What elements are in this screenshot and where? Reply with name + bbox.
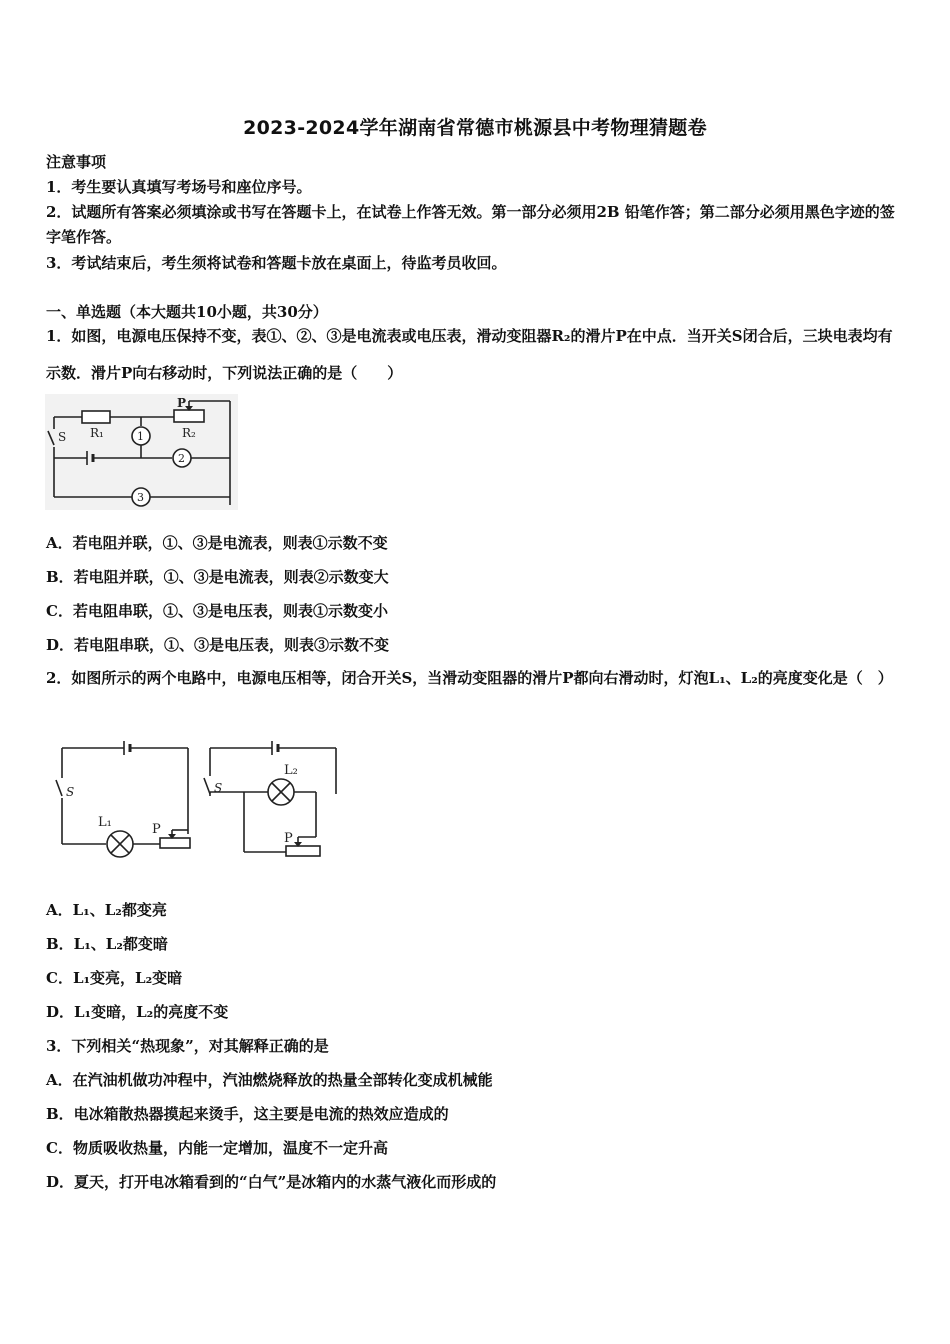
question-1-stem: 1．如图，电源电压保持不变，表①、②、③是电流表或电压表，滑动变阻器R₂的滑片P在中点．当开关S闭合后，三块电表均有示数．滑片P向右移动时，下列说法正确的是（ ） <box>46 327 893 382</box>
question-2-option-c: C．L₁变亮，L₂变暗 <box>46 969 183 987</box>
section-heading: 一、单选题（本大题共10小题，共30分） <box>46 303 328 321</box>
page-title: 2023-2024学年湖南省常德市桃源县中考物理猜题卷 <box>243 117 707 139</box>
label-p-left: P <box>152 822 161 837</box>
question-2-circuit-diagrams <box>48 734 348 859</box>
label-p-right: P <box>284 831 293 846</box>
question-2-option-d: D．L₁变暗，L₂的亮度不变 <box>46 1003 229 1021</box>
label-l1: L₁ <box>98 815 112 830</box>
question-2-option-b: B．L₁、L₂都变暗 <box>46 935 168 953</box>
label-p: P <box>177 396 187 410</box>
question-1-option-a: A．若电阻并联，①、③是电流表，则表①示数不变 <box>46 534 388 552</box>
notice-item-3: 3．考试结束后，考生须将试卷和答题卡放在桌面上，待监考员收回。 <box>46 254 507 272</box>
question-1-option-b: B．若电阻并联，①、③是电流表，则表②示数变大 <box>46 568 389 586</box>
label-s-left: S <box>66 785 75 799</box>
notice-heading: 注意事项 <box>46 153 107 171</box>
question-3-option-c: C．物质吸收热量，内能一定增加，温度不一定升高 <box>46 1139 388 1157</box>
notice-item-1: 1．考生要认真填写考场号和座位序号。 <box>46 178 312 196</box>
question-3-option-a: A．在汽油机做功冲程中，汽油燃烧释放的热量全部转化变成机械能 <box>46 1071 493 1089</box>
question-3-option-d: D．夏天，打开电冰箱看到的“白气”是冰箱内的水蒸气液化而形成的 <box>46 1173 497 1191</box>
question-1-option-c: C．若电阻串联，①、③是电压表，则表①示数变小 <box>46 602 388 620</box>
question-3-option-b: B．电冰箱散热器摸起来烫手，这主要是电流的热效应造成的 <box>46 1105 449 1123</box>
label-l2: L₂ <box>284 763 298 778</box>
label-s: S <box>58 430 67 444</box>
meter-1-label: 1 <box>137 430 144 443</box>
meter-2-label: 2 <box>178 452 185 465</box>
label-r1: R₁ <box>90 426 104 440</box>
notice-item-2: 2．试题所有答案必须填涂或书写在答题卡上，在试卷上作答无效。第一部分必须用2B 铅笔作答；第二部分必须用黑色字迹的签字笔作答。 <box>46 203 895 246</box>
question-2-option-a: A．L₁、L₂都变亮 <box>46 901 167 919</box>
question-1-option-d: D．若电阻串联，①、③是电压表，则表③示数不变 <box>46 636 390 654</box>
question-2-stem: 2．如图所示的两个电路中，电源电压相等，闭合开关S，当滑动变阻器的滑片P都向右滑动时，灯泡L₁、L₂的亮度变化是（ ） <box>46 669 893 687</box>
question-1-circuit-diagram <box>44 393 239 511</box>
meter-3-label: 3 <box>137 491 144 504</box>
label-s-right: S <box>214 781 223 795</box>
question-3-stem: 3．下列相关“热现象”，对其解释正确的是 <box>46 1037 329 1055</box>
label-r2: R₂ <box>182 426 196 440</box>
